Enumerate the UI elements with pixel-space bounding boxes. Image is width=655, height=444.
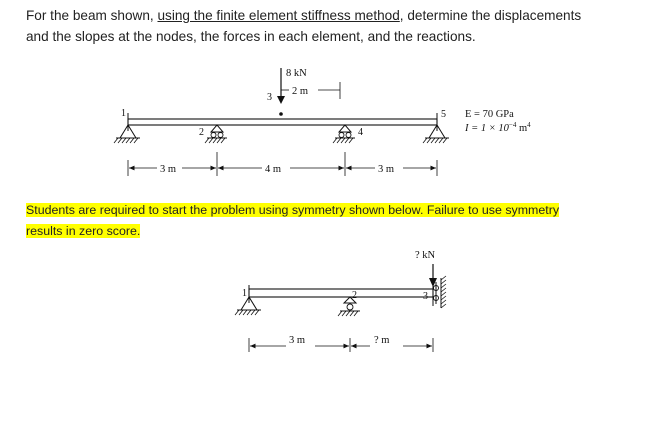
beam-1	[128, 119, 437, 125]
span-label-1: 3 m	[160, 164, 177, 175]
node-label-1: 1	[121, 108, 126, 119]
beam-figure-symmetric	[235, 250, 446, 352]
node-label-3: 3	[267, 92, 272, 103]
sym-span-label-1: 3 m	[289, 335, 306, 346]
sym-span-label-2: ? m	[374, 335, 390, 346]
sym-node-label-3: 3	[423, 291, 428, 302]
load-label: 8 kN	[286, 68, 307, 79]
beam-figure-full	[114, 68, 531, 176]
problem-line-1: For the beam shown, using the finite element stiffness method, determine the displacements	[26, 8, 582, 23]
pin-support-node-1	[114, 125, 140, 143]
sym-node-label-2: 2	[352, 290, 357, 301]
sym-node-label-1: 1	[242, 288, 247, 299]
span-dimensions	[128, 152, 437, 176]
instruction-line-2: results in zero score.	[26, 224, 141, 238]
span-label-3: 3 m	[378, 164, 395, 175]
node-label-4: 4	[358, 127, 363, 138]
underlined-method: using the finite element stiffness method	[157, 8, 400, 23]
instruction-line-1: Students are required to start the problem using symmetry shown below. Failure to use symmetry	[26, 203, 560, 217]
problem-line-2: and the slopes at the nodes, the forces in each element, and the reactions.	[26, 29, 476, 44]
pin-support-node-5	[423, 125, 449, 143]
modulus-label: E = 70 GPa	[465, 109, 514, 120]
node-label-5: 5	[441, 109, 446, 120]
load-offset-label: 2 m	[292, 86, 309, 97]
span-label-2: 4 m	[265, 164, 282, 175]
inertia-label: $I = 1 \times 10^{-4}$ $m^4$	[465, 121, 531, 134]
pin-support-sym-node-1	[235, 297, 261, 315]
node-label-2: 2	[199, 127, 204, 138]
roller-support-node-2	[205, 125, 227, 143]
roller-support-node-4	[333, 125, 355, 143]
node-3-dot	[279, 112, 283, 116]
sym-span-dimensions	[249, 335, 433, 352]
beam-2	[249, 289, 433, 297]
sym-load-label: ? kN	[415, 250, 436, 261]
